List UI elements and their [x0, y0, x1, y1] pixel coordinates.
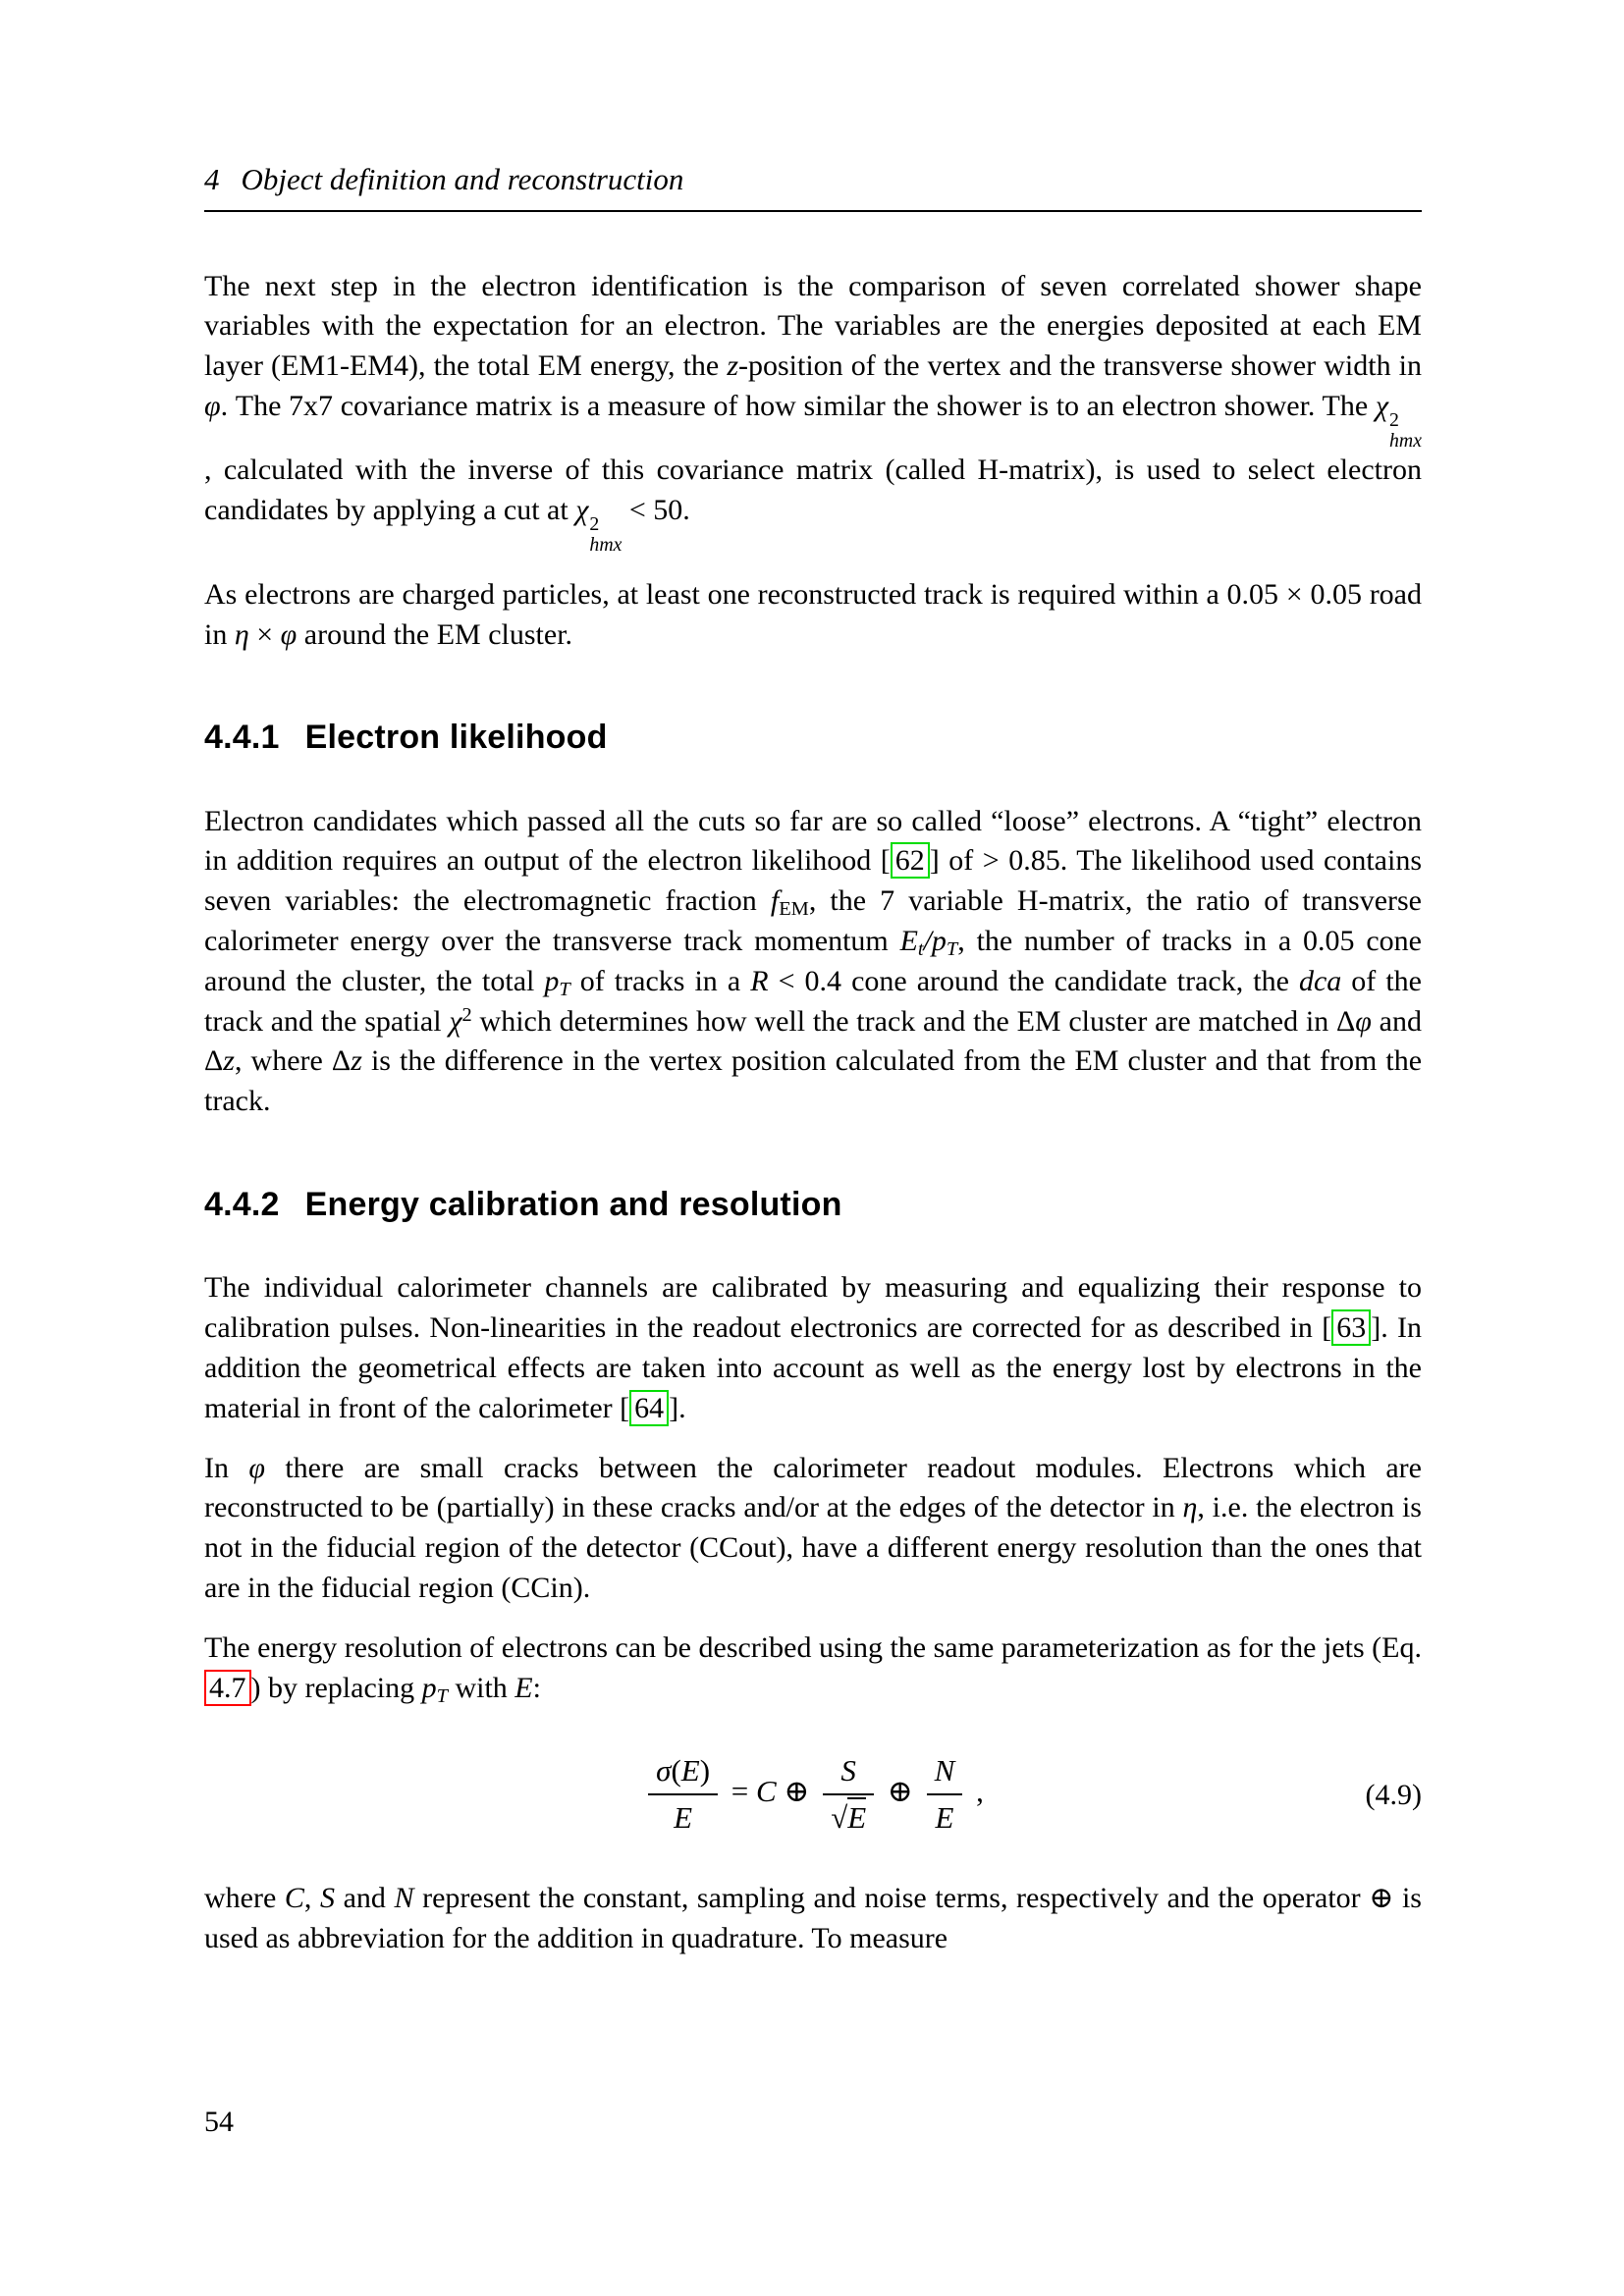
page-number: 54: [204, 2106, 234, 2138]
fraction: $\frac{N}{E}$: [927, 1751, 963, 1837]
paragraph-likelihood: Electron candidates which passed all the cuts so far are so called “loose” electrons. A “tight” electron in addition requires an output of the electron likelihood [ 62 ] of > 0.85. The likelihood used contains seven variables: the electromagnetic fraction $f_{EM}$, the 7 variable H-matrix, the ratio of transverse calorimeter energy over the transverse track momentum $E_t/p_T$, the number of tracks in a 0.05 cone around the cluster, the total $p_T$ of tracks in a R < 0.4 cone around the candidate track, the dca of the track and the spatial $\chi^2$ which determines how well the track and the EM cluster are matched in Δφ and Δz, where Δz is the difference in the vertex position calculated from the EM cluster and that from the track.: [204, 804, 1423, 1118]
section-title-442: Energy calibration and resolution: [304, 1186, 842, 1224]
chapter-title: Object definition and reconstruction: [241, 162, 684, 196]
section-number-441: 4.4.1: [204, 719, 280, 757]
citation-63[interactable]: 63: [1331, 1309, 1371, 1346]
equation-body: $\frac{\sigma(E)}{E}$ = C ⊕ $\frac{S}{√E}$ ⊕ $\frac{N}{E}$ ,: [642, 1741, 984, 1837]
equation-4-9: [204, 1741, 1422, 1849]
section-title-441: Electron likelihood: [304, 719, 608, 757]
fraction: $\frac{S}{√E}$: [823, 1751, 874, 1837]
citation-62[interactable]: 62: [891, 842, 930, 879]
content-column: [204, 0, 1422, 1959]
supsub-stack: 2 hmx: [589, 513, 623, 556]
citation-64[interactable]: 64: [629, 1390, 669, 1426]
paragraph-resolution-intro: The energy resolution of electrons can be described using the same parameterization as for the jets (Eq. 4.7 ) by replacing $p_T$ with E:: [204, 1630, 1422, 1707]
chapter-number: 4: [204, 162, 220, 196]
paragraph-calibration: The individual calorimeter channels are calibrated by measuring and equalizing their response to calibration pulses. Non-linearities in the readout electronics are corrected for as described in [ 63 ]. In addition the geometrical effects are taken into account as well as the energy lost by electrons in the material in front of the calorimeter [ 64 ].: [204, 1271, 1423, 1424]
section-heading-442: [204, 1187, 1422, 1223]
running-header: [204, 162, 1422, 212]
equation-number: (4.9): [1365, 1779, 1422, 1812]
paragraph-track-requirement: As electrons are charged particles, at least one reconstructed track is required within a 0.05 × 0.05 road in η × φ around the EM cluster.: [204, 577, 1422, 651]
supsub-stack: 2 hmx: [1389, 408, 1422, 452]
paragraph-terms: where C, S and N represent the constant, sampling and noise terms, respectively and the operator ⊕ is used as abbreviation for the addition in quadrature. To measure: [204, 1882, 1422, 1955]
paragraph-intro: The next step in the electron identification is the comparison of seven correlated shower shape variables with the expectation for an electron. The variables are the energies deposited at each EM layer (EM1-EM4), the total EM energy, the z-position of the vertex and the transverse shower width in φ. The 7x7 covariance matrix is a measure of how similar the shower is to an electron shower. The χ 2 hmx , calculated with the inverse of this covariance matrix (called H-matrix), is used to select electron candidates by applying a cut at χ 2 hmx < 50.: [204, 269, 1422, 556]
section-heading-441: [204, 720, 1422, 756]
section-number-442: 4.4.2: [204, 1186, 280, 1224]
paragraph-cracks: In φ there are small cracks between the calorimeter readout modules. Electrons which are reconstructed to be (partially) in these cracks and/or at the edges of the detector in η, i.e. the electron is not in the fiducial region of the detector (CCout), have a different energy resolution than the ones that are in the fiducial region (CCin).: [204, 1451, 1422, 1605]
equation-ref-4-7[interactable]: 4.7: [204, 1670, 251, 1706]
fraction: $\frac{\sigma(E)}{E}$: [648, 1751, 718, 1837]
